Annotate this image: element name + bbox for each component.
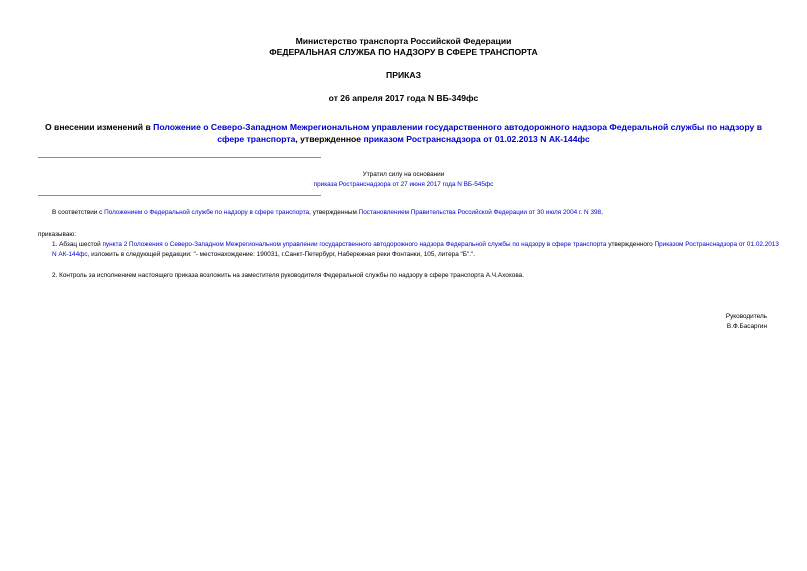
preamble-text-2: , утвержденным (309, 209, 359, 216)
document-date-number: от 26 апреля 2017 года N ВБ-349фс (328, 93, 479, 103)
document-title (40, 121, 767, 145)
regulation-link[interactable]: Положение о Северо-Западном Межрегиональном управлении государственного автодорожного надзора Федеральной службы по надзору в сфере транспорта (153, 122, 763, 144)
signatory-role: Руководитель (725, 313, 767, 320)
order-ak-144-link[interactable]: приказом Ространснадзора от 01.02.2013 N АК-144фс (363, 134, 590, 144)
repeal-note (0, 180, 807, 189)
preamble-paragraph (38, 208, 783, 218)
ministry-name: Министерство транспорта Российской Федерации (295, 36, 512, 46)
order-word: приказываю: (38, 231, 76, 238)
item-1-paragraph (38, 240, 783, 259)
divider-top (38, 157, 321, 158)
order-ak-144-link-2[interactable]: Приказом Ространснадзора от 01.02.2013 N АК-144фс (52, 241, 779, 258)
government-decree-link[interactable]: Постановлением Правительства Российской Федерации от 30 июля 2004 г. N 398 (358, 209, 602, 216)
signatory-name: В.Ф.Басаргин (726, 323, 767, 330)
item-1-text-1: 1. Абзац шестой (52, 241, 103, 248)
document-type: ПРИКАЗ (386, 70, 421, 80)
signature-block (726, 312, 767, 332)
point-2-regulation-link[interactable]: пункта 2 Положения о Северо-Западном Межрегиональном управлении государственного автодорожного надзора Федеральной службы по надзору в сфере транспорта (102, 241, 607, 248)
service-name: ФЕДЕРАЛЬНАЯ СЛУЖБА ПО НАДЗОРУ В СФЕРЕ ТРАНСПОРТА (269, 47, 538, 57)
title-middle: , утвержденное (295, 134, 364, 144)
preamble-text-1: В соответствии с (52, 209, 105, 216)
preamble-text-3: , (601, 209, 603, 216)
item-2-paragraph: 2. Контроль за исполнением настоящего приказа возложить на заместителя руководителя Федеральной службы по надзору в сфере транспорта А.Ч.Ахохова. (52, 272, 525, 279)
repeal-order-link[interactable]: приказа Ространснадзора от 27 июня 2017 года N ВБ-545фс (313, 181, 494, 188)
item-1-text-2: утвержденного (606, 241, 655, 248)
item-1-text-3: , изложить в следующей редакции: "- местонахождение: 190031, г.Санкт-Петербург, Набережная реки Фонтанки, 105, литера "Б".". (87, 250, 476, 258)
repeal-note-text: Утратил силу на основании (362, 171, 445, 178)
divider-bottom (38, 195, 321, 196)
title-prefix: О внесении изменений в (44, 122, 154, 132)
regulation-fst-link[interactable]: Положением о Федеральной службе по надзору в сфере транспорта (104, 209, 310, 216)
